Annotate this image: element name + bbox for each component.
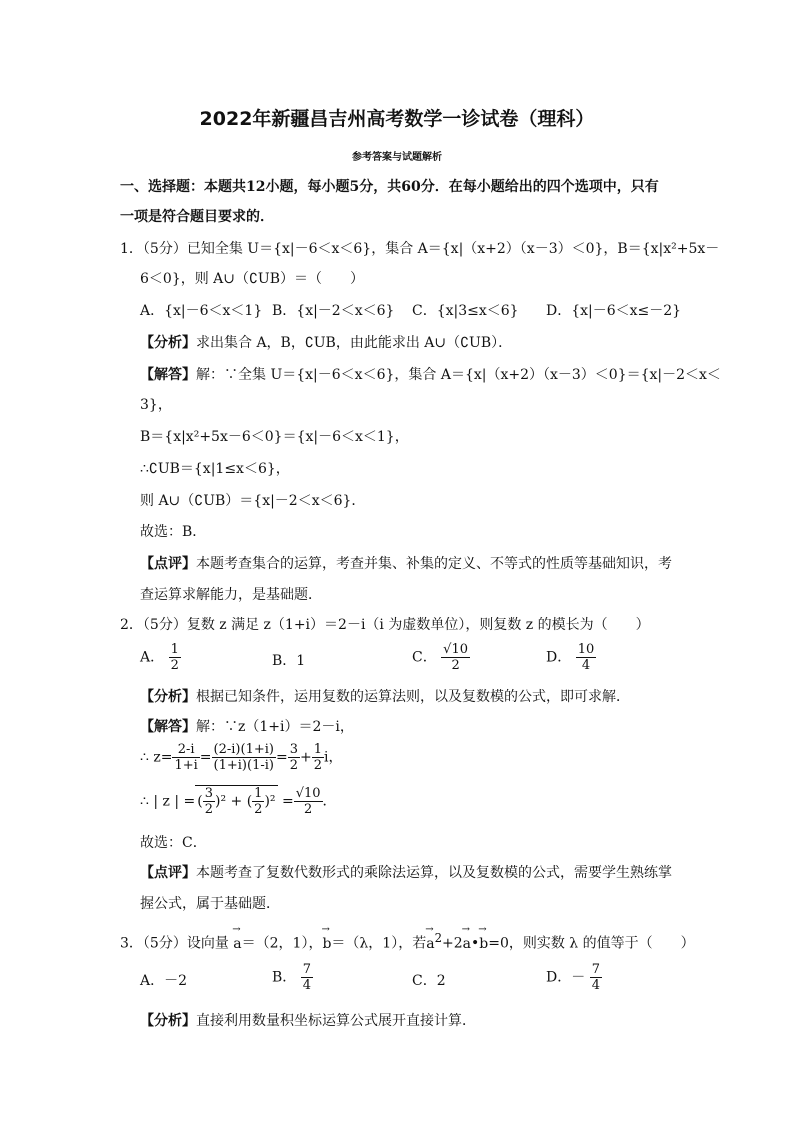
comment-text: 本题考查集合的运算，考查并集、补集的定义、不等式的性质等基础知识，考 (196, 556, 672, 572)
q3-analysis (140, 1010, 476, 1030)
section-heading-line2: 一项是符合题目要求的． (120, 209, 274, 225)
solution-text: 解：∵全集 U＝{x|－6＜x＜6}，集合 A＝{x|（x+2）（x－3）＜0}＝{x|－2＜x＜ (196, 367, 721, 383)
q2-option-a: A． $\frac{1}{2}$ (140, 642, 179, 673)
q1-choice: 故选：B． (140, 524, 207, 540)
q1-comment-line1 (140, 553, 672, 573)
q1-solution-line2: 3}， (140, 397, 172, 413)
page-subtitle: 参考答案与试题解析 (352, 152, 442, 163)
analysis-tag: 【分析】 (140, 335, 196, 351)
q2-solution-line1 (140, 716, 354, 736)
q3-option-a: A．－2 (140, 973, 188, 989)
fraction: $\frac{10}{4}$ (577, 642, 595, 673)
fraction: $\frac{7}{4}$ (302, 962, 312, 993)
q2-option-c: C． $\frac{√10}{2}$ (412, 642, 468, 673)
fraction: $\frac{3}{2}$ (289, 742, 298, 773)
q3-stem: 3．（5分）设向量 → a＝（2，1），→ b＝（λ，1），若→ $a^2+2\to$ a•→ b=0，则实数 λ 的值等于（ ） (120, 931, 695, 953)
q2-stem: 2．（5分）复数 z 满足 z（1+i）＝2－i（i 为虚数单位），则复数 z 的模长为（ ） (120, 617, 650, 633)
fraction: $\frac{1}{2}$ (170, 642, 179, 673)
q3-option-d: D．－ $\frac{7}{4}$ (546, 962, 600, 993)
q1-solution-line1 (140, 364, 721, 384)
comment-tag: 【点评】 (140, 865, 196, 881)
fraction: $\frac{(2-i)(1+i)}{(1+i)(1-i)}$ (213, 742, 274, 773)
fraction: $\frac{1}{2}$ (313, 742, 322, 773)
q1-solution-line3: B＝{x|x²+5x－6＜0}＝{x|－6＜x＜1}， (140, 429, 409, 445)
fraction: $\frac{√10}{2}$ (295, 786, 321, 817)
vector-a: → a (463, 936, 471, 952)
fraction: $\frac{7}{4}$ (591, 962, 600, 993)
vector-b: → b (479, 936, 488, 952)
q2-option-d: D． $\frac{10}{4}$ (546, 642, 595, 673)
vector-a: → a (233, 936, 241, 952)
q1-stem-line2: 6＜0}，则 A∪（∁UB）＝（ ） (140, 271, 365, 287)
solution-text: 解：∵z（1+i）＝2－i， (196, 719, 354, 735)
analysis-tag: 【分析】 (140, 1013, 196, 1029)
q2-solution-line3: ∴ | z | = ( $\frac{3}{2}$ )² + ( $\frac{1}{2}$ )² = $\frac{√10}{2}$ ． (140, 786, 337, 817)
q1-analysis (140, 332, 512, 352)
comment-text: 本题考查了复数代数形式的乘除法运算，以及复数模的公式，需要学生熟练掌 (196, 865, 672, 881)
q2-option-b: B．1 (272, 653, 306, 669)
analysis-text: 直接利用数量积坐标运算公式展开直接计算． (196, 1013, 476, 1029)
q1-option-a: A．{x|－6＜x＜1} (140, 303, 263, 319)
q2-solution-line2: ∴ z= $\frac{2-i}{1+i}$ = $\frac{(2-i)(1+i)}{(1+i)(1-i)}$ = $\frac{3}{2}$ + $\frac{1}{2}$ i， (140, 742, 343, 773)
analysis-text: 求出集合 A，B，∁UB，由此能求出 A∪（∁UB）． (196, 335, 513, 351)
section-heading-line1: 一、选择题：本题共12小题，每小题5分，共60分．在每小题给出的四个选项中，只有 (120, 179, 659, 195)
q2-comment-line1 (140, 862, 672, 882)
q1-comment-line2: 查运算求解能力，是基础题． (140, 587, 322, 603)
q1-option-b: B．{x|－2＜x＜6} (272, 303, 395, 319)
q1-solution-line4: ∴∁UB＝{x|1≤x＜6}， (140, 461, 290, 477)
fraction: $\frac{2-i}{1+i}$ (174, 742, 198, 773)
q2-comment-line2: 握公式，属于基础题． (140, 896, 280, 912)
vector-a: → a (426, 936, 434, 952)
analysis-text: 根据已知条件，运用复数的运算法则，以及复数模的公式，即可求解． (196, 689, 630, 705)
q3-option-c: C．2 (412, 973, 446, 989)
q2-choice: 故选：C． (140, 835, 207, 851)
fraction: $\frac{√10}{2}$ (443, 642, 468, 673)
vector-b: → b (322, 936, 331, 952)
q1-option-c: C．{x|3≤x＜6} (412, 303, 519, 319)
analysis-tag: 【分析】 (140, 689, 196, 705)
q1-stem-line1: 1．（5分）已知全集 U＝{x|－6＜x＜6}，集合 A＝{x|（x+2）（x－3）＜0}，B＝{x|x²+5x－ (120, 241, 720, 257)
q3-option-b: B． $\frac{7}{4}$ (272, 962, 312, 993)
q2-analysis (140, 686, 630, 706)
sqrt-expression: ( $\frac{3}{2}$ )² + ( $\frac{1}{2}$ )² (197, 786, 276, 817)
q1-option-d: D．{x|－6＜x≤－2} (546, 303, 682, 319)
q1-solution-line5: 则 A∪（∁UB）＝{x|－2＜x＜6}． (140, 493, 366, 509)
solution-tag: 【解答】 (140, 367, 196, 383)
page-title: 2022年新疆昌吉州高考数学一诊试卷（理科） (199, 108, 595, 130)
comment-tag: 【点评】 (140, 556, 196, 572)
solution-tag: 【解答】 (140, 719, 196, 735)
